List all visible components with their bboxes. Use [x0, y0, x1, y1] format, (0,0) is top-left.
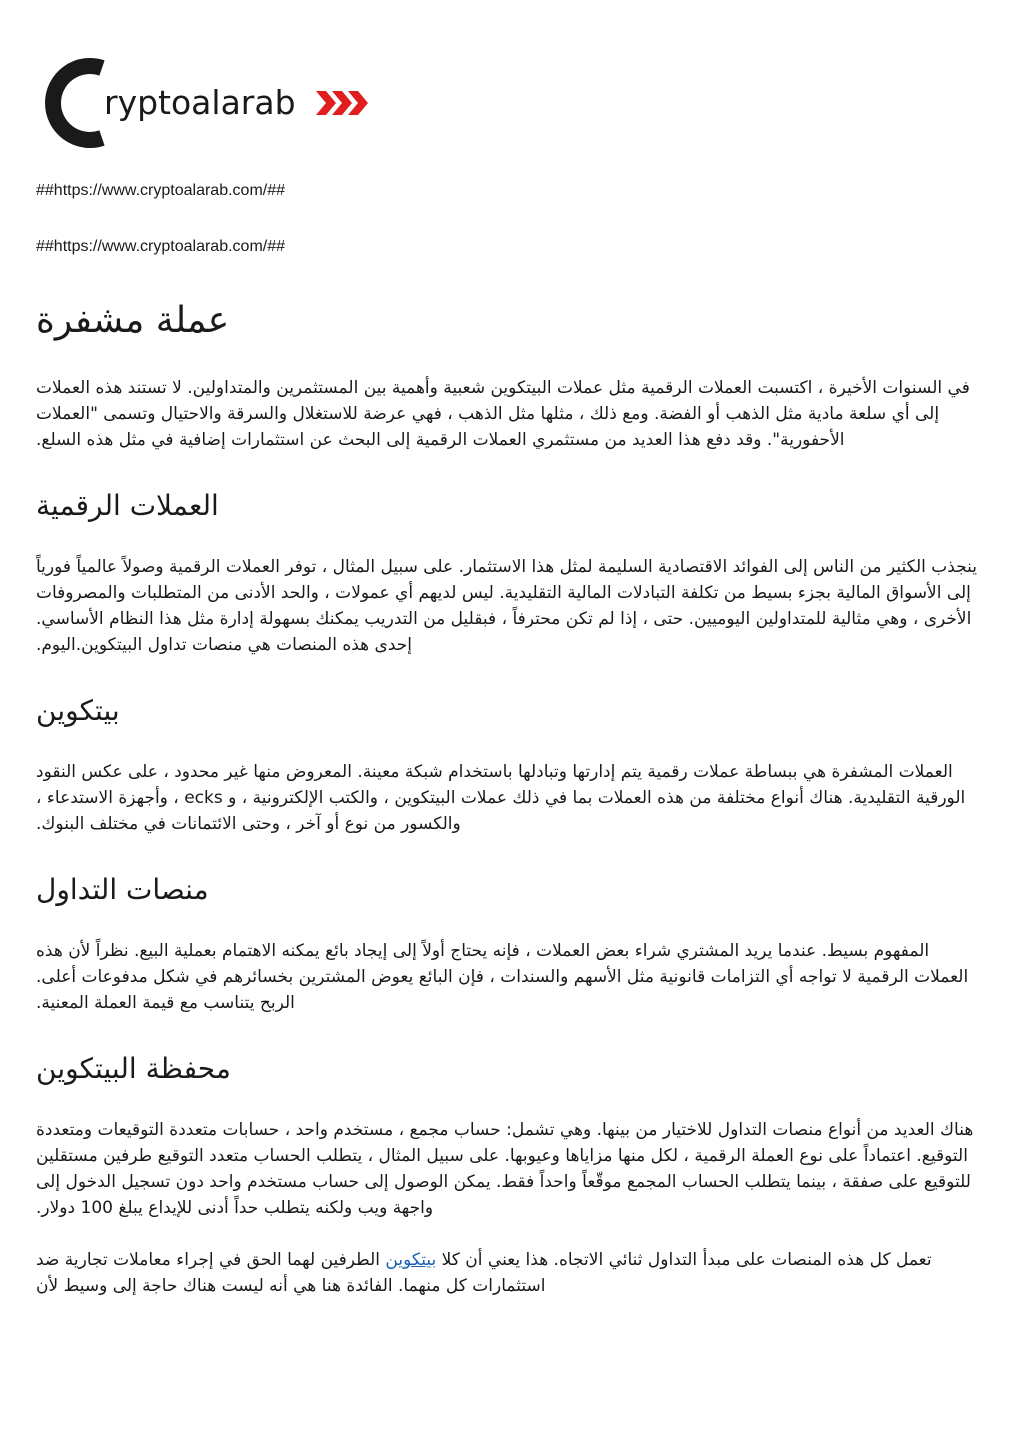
closing-text-after-link: الطرفين لهما الحق في إجراء معاملات تجارية ضد استثمارات كل منهما. الفائدة هنا هي أنه ليست هناك حاجة إلى وسيط لأن: [36, 1250, 546, 1296]
article-body: [36, 300, 988, 1299]
section-paragraph-bitcoin-wallet: هناك العديد من أنواع منصات التداول للاختيار من بينها. وهي تشمل: حساب مجمع ، مستخدم واحد ، حسابات متعددة التوقيعات ومتعددة التوقيع. اعتماداً على نوع العملة الرقمية ، لكل منها مزاياها وعيوبها. على سبيل المثال ، يتطلب الحساب متعدد التوقيع طرفين مستقلين للتوقيع على صفقة ، بينما يتطلب الحساب المجمع موقّعاً واحداً فقط. يمكن الوصول إلى حساب مستخدم واحد دون تسجيل الدخول إلى واجهة ويب ولكنه يتطلب حداً أدنى للإيداع يبلغ 100 دولار.: [36, 1120, 974, 1218]
article-title: عملة مشفرة: [36, 300, 230, 341]
closing-paragraph: [36, 1247, 988, 1299]
cryptoalarab-logo[interactable]: [40, 58, 380, 148]
bitcoin-link[interactable]: بيتكوين: [385, 1250, 437, 1270]
source-url-2: ##https://www.cryptoalarab.com/##: [36, 238, 286, 255]
section-paragraph-digital-currencies: ينجذب الكثير من الناس إلى الفوائد الاقتصادية السليمة لمثل هذا الاستثمار. على سبيل المثال ، توفر العملات الرقمية وصولاً عالمياً فورياً إلى الأسواق المالية بجزء بسيط من تكلفة التبادلات المالية التقليدية. ليس لديهم أي عمولات ، والحد الأدنى من المتطلبات والمصروفات الأخرى ، وهي مثالية للمتداولين اليوميين. حتى ، إذا لم تكن محترفاً ، فبقليل من التدريب يمكنك بسهولة إدارة مثل هذا النظام الأساسي. إحدى هذه المنصات هي منصات تداول البيتكوين.اليوم.: [36, 557, 978, 655]
closing-text-before-link: تعمل كل هذه المنصات على مبدأ التداول ثنائي الاتجاه. هذا يعني أن كلا: [436, 1250, 932, 1270]
section-paragraph-trading-platforms: المفهوم بسيط. عندما يريد المشتري شراء بعض العملات ، فإنه يحتاج أولاً إلى إيجاد بائع يمكنه الاهتمام بعملية البيع. نظراً لأن هذه العملات الرقمية لا تواجه أي التزامات قانونية مثل الأسهم والسندات ، فإن البائع يعوض المشترين بخسائرهم في شكل مدفوعات أعلى. الربح يتناسب مع قيمة العملة المعنية.: [36, 941, 969, 1013]
intro-paragraph: في السنوات الأخيرة ، اكتسبت العملات الرقمية مثل عملات البيتكوين شعبية وأهمية بين المستثمرين والمتداولين. لا تستند هذه العملات إلى أي سلعة مادية مثل الذهب أو الفضة. ومع ذلك ، مثلها مثل الذهب ، فهي عرضة للاستغلال والسرقة والاحتيال وتسمى "العملات الأحفورية". وقد دفع هذا العديد من مستثمري العملات الرقمية إلى البحث عن استثمارات إضافية في مثل هذه السلع.: [36, 378, 970, 450]
section-heading-bitcoin-wallet: محفظة البيتكوين: [36, 1052, 231, 1085]
logo-graphic: [40, 58, 380, 148]
logo-wordmark: ryptoalarab: [104, 83, 296, 122]
section-paragraph-bitcoin: العملات المشفرة هي ببساطة عملات رقمية يتم إدارتها وتبادلها باستخدام شبكة معينة. المعروض منها غير محدود ، على عكس النقود الورقية التقليدية. هناك أنواع مختلفة من هذه العملات بما في ذلك عملات البيتكوين ، والكتب الإلكترونية ، و ecks ، وأجهزة الاستدعاء ، والكسور من نوع أو آخر ، وحتى الائتمانات في مختلف البنوك.: [36, 762, 966, 834]
logo-arrows-icon: [316, 91, 368, 115]
logo-c-mark: [53, 66, 102, 140]
source-url-1: ##https://www.cryptoalarab.com/##: [36, 182, 286, 199]
section-heading-trading-platforms: منصات التداول: [36, 873, 209, 906]
section-heading-bitcoin: بيتكوين: [36, 694, 120, 727]
section-heading-digital-currencies: العملات الرقمية: [36, 489, 219, 522]
